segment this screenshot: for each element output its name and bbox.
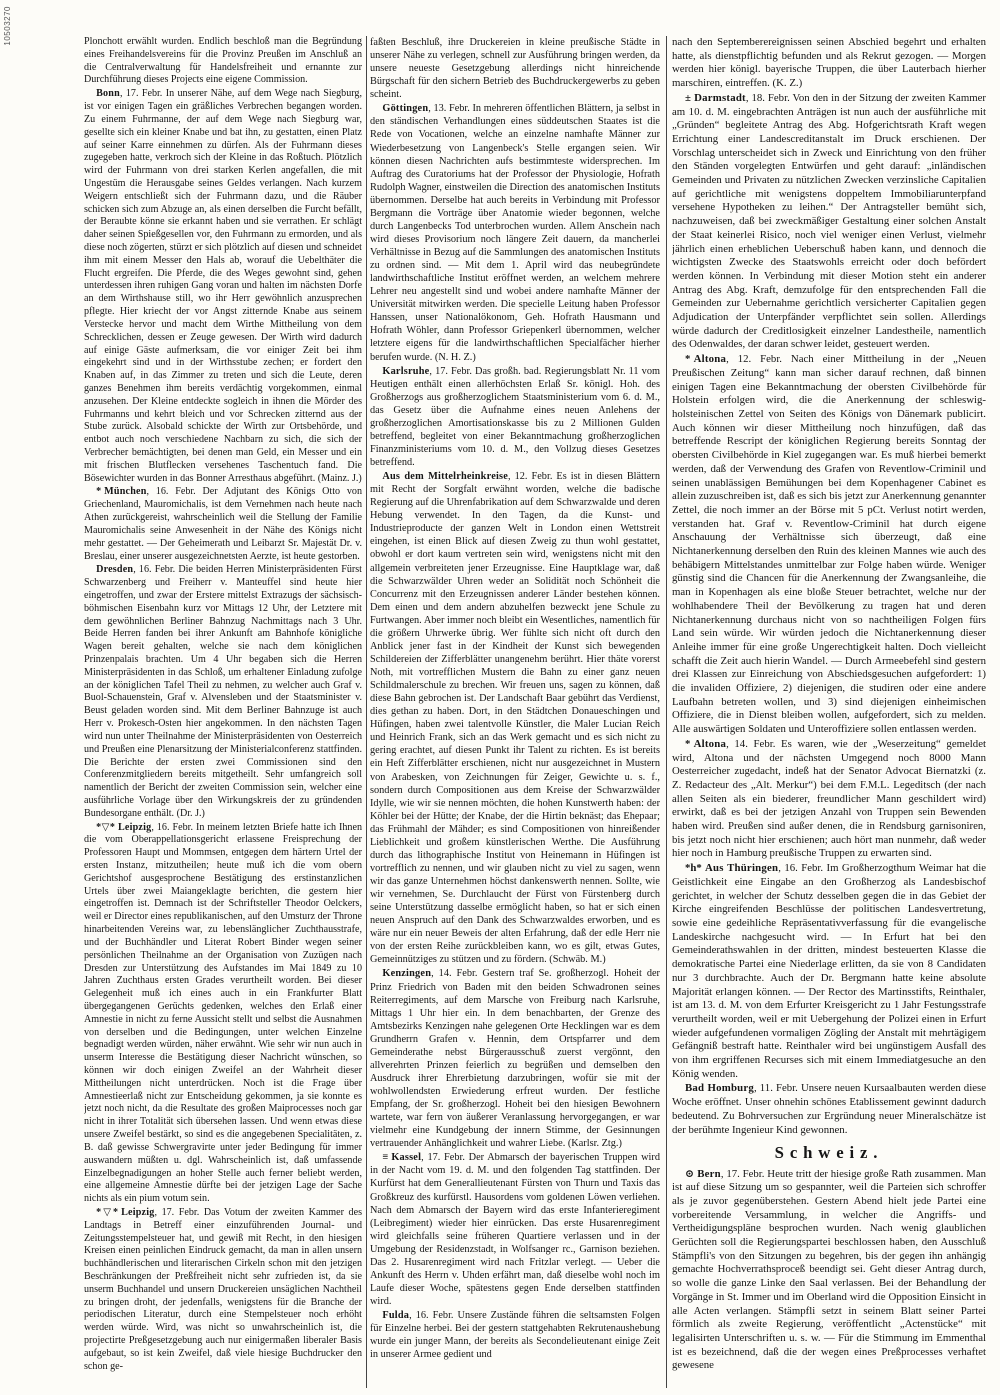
article-leipzig-17 — [84, 1207, 362, 1374]
article-mark: ± — [684, 91, 691, 104]
article-leipzig-16 — [84, 822, 362, 1206]
article-bonn — [84, 88, 362, 485]
article-altona-12 — [672, 353, 986, 737]
article-text: nach den Septemberereignissen seinen Abschied begehrt und erhalten hatte, als dienstpflichtig befunden und als Rekrut gezogen. — Morgen werden hier königl. bayerische Truppen, die über Lauterbach hierher marschiren, eintreffen. (K. Z.) — [672, 36, 986, 90]
article-dateline: Bonn — [96, 88, 120, 100]
article-text: , 18. Febr. Von den in der Sitzung der zweiten Kammer am 10. d. M. eingebrachten Anträgen ist nun auch der ausführliche mit „Gründen“ begleitete Antrag des Abg. Hofgerichtsrath Kraft wegen Errichtung einer Landescreditanstalt im Druck erschienen. Der Vorschlag unterscheidet sich in Zweck und Einrichtung von den früher den Ständen vorgelegten Entwürfen und geht darauf: „inländischen Gemeinden und Privaten zu nützlichen Zwecken verzinsliche Capitalien auf gerichtliche mit wenigstens doppeltem Immobiliarunterpfand versehene Hypotheken zu leihen.“ Der Antragsteller bemüht sich, nachzuweisen, daß bei zweckmäßiger Gestaltung einer solchen Anstalt der Staat keinerlei Risico, noch viel weniger einen Verlust, vielmehr jährlich einen erheblichen Ueberschuß haben kann, und dennoch die wichtigsten Zwecke des Staatswohls erreicht oder doch befördert werden können. In Verbindung mit dieser Motion steht ein anderer Antrag des Abg. Kraft, demzufolge für den entsprechenden Fall die Gemeinden zur Uebernahme gerichtlich versicherter Capitalien gegen Adjudication der Unterpfänder verpflichtet sein sollen. Allerdings würde dadurch der Creditlosigkeit einzelner Landestheile, namentlich des Odenwaldes, der daran schwer leidet, gesteuert werden. — [672, 91, 986, 351]
article-dresden — [84, 564, 362, 820]
article-dateline: Göttingen — [382, 103, 429, 115]
article-mark: *▽* — [96, 821, 115, 833]
article-mark: * — [96, 486, 102, 498]
article-dateline: Altona — [693, 353, 727, 366]
article-altona-14 — [672, 738, 986, 861]
article-dateline: Bad Homburg — [684, 1082, 755, 1095]
article-bad-homburg — [672, 1082, 986, 1137]
article-mark: * — [684, 737, 691, 750]
article-fulda — [370, 1309, 660, 1361]
article-kassel — [370, 1151, 660, 1308]
article-continuation — [672, 36, 986, 91]
article-text: , 11. Febr. Unsere neuen Kursaalbauten werden diese Woche eröffnet. Unser ohnehin schönes Etablissement gewinnt dadurch bedeutend. Zu Bohrversuchen zur Ergründung neuer Mineralschätze ist der berühmte Ingenieur Kind gewonnen. — [672, 1082, 986, 1136]
article-continuation — [370, 36, 660, 101]
article-thueringen — [672, 862, 986, 1081]
article-continuation — [84, 36, 362, 87]
column-1 — [84, 36, 362, 1388]
article-dateline: Leipzig — [117, 821, 152, 833]
article-dateline: Karlsruhe — [382, 365, 430, 377]
article-dateline: Leipzig — [121, 1206, 155, 1218]
article-text: , 16. Febr. In meinem letzten Briefe hatte ich Ihnen die vom Oberappellationsgericht erlassene Freisprechung der Professoren Haupt und Mommsen, entgegen dem härtern Urtel der ersten Instanz, mitzutheilen; heute muß ich die vom obern Gerichtshof ausgesprochene Bestätigung des erstinstanzlichen Urtels über zwei Maiangeklagte berichten, die gestern hier eingetroffen ist. Demnach ist der Schriftsteller Theodor Oelckers, weil er Director eines republikanischen, auf den Umsturz der Throne hinarbeitenden Vereins war, zu lebenslänglicher Zuchthausstrafe, und der Buchhändler und Literat Robert Binder wegen seiner persönlichen Theilnahme an der Organisation von Zuzügen nach Dresden zur Unterstützung des Aufstandes im Mai 1849 zu 10 Jahren Zuchthaus ersten Grades verurtheilt worden. Bei dieser Gelegenheit muß ich eines auch in ein Frankfurter Blatt übergegangenen Gerüchts gedenken, welches den Erlaß einer Amnestie in nicht zu ferne Aussicht stellt und selbst die Ausnahmen von derselben und die Bedingungen, unter welchen Einzelne begnadigt werden würden, näher erwähnt. Wie sehr wir nun auch in unserm Interesse die Bestätigung dieser Nachricht wünschen, so können wir doch einigen Zweifel an der Wahrheit dieser Mittheilungen nicht unterdrücken. Noch ist die Frage über Amnestieerlaß nicht zur Entscheidung gekommen, ja sie konnte es jetzt noch nicht, da die Resultate des großen Maiprocesses noch gar nicht in ihrer Totalität sich übersehen lassen. Und wenn etwas diese unsere Zweifel bestärkt, so sind es die angegebenen Specialitäten, z. B. daß gewisse Schwergravirte unter jeder Bedingung für immer auswandern müßten u. dgl. Wahrscheinlich ist, daß umfassende Einzelbegnadigungen an hoher Stelle auch ferner beliebt werden, eine allgemeine Amnestie dürfte bei der jetzigen Lage der Sache nichts als ein pium votum sein. — [84, 821, 362, 1205]
section-heading-schweiz: Schweiz. — [774, 1143, 884, 1163]
article-text: , 17. Febr. Der Abmarsch der bayerischen Truppen wird in der Nacht vom 19. d. M. und den folgenden Tag stattfinden. Der Kurfürst hat dem Generallieutenant Fürsten von Thurn und Taxis das Großkreuz des kurfürstl. Hausordens vom goldenen Löwen verliehen. Nach dem Abmarsch der Bayern wird das erste Infanterieregiment (Leibregiment) wieder hier einrücken. Das erste Husarenregiment wird gleichfalls seine früheren Quartiere verlassen und in der Umgebung der Residenzstadt, in Wolfsanger rc., Garnison beziehen. Das 2. Husarenregiment wird nach Fritzlar verlegt. — Ueber die Ankunft des Herrn v. Uhden erfährt man, daß dieselbe wohl noch im Laufe dieser Woche, spätestens gegen Ende derselben stattfinden wird. — [370, 1152, 660, 1307]
article-dateline: Bern — [697, 1167, 721, 1180]
article-dateline: Dresden — [96, 564, 134, 576]
article-text: , 12. Febr. Nach einer Mittheilung in der „Neuen Preußischen Zeitung“ kann man sicher darauf rechnen, daß binnen einigen Tagen eine Bekanntmachung der obersten Civilbehörde für Holstein erfolgen wird, die die Anerkennung der schleswig-holsteinischen Zettel von Seiten des Königs von Dänemark publicirt. Auch können wir dieser Mittheilung noch hinzufügen, daß das betreffende Rescript der königlichen Regierung bereits Sonntag der obersten Civilbehörde in Kiel zugegangen war. Es muß hierbei bemerkt werden, daß der Verwendung des Grafen von Reventlow-Criminil und seinen unablässigen Bemühungen bei dem Kopenhagener Cabinet es allein zuzuschreiben ist, daß es sich bis jetzt zur Anerkennung genannter Zettel, die noch immer an der Börse mit 5 pCt. Verlust notirt werden, verstanden hat. Graf v. Reventlow-Criminil hat durch eigene Anschauung der Verhältnisse sich überzeugt, daß eine Nichtanerkennung derselben den Ruin des kleinen Mannes wie auch des behäbigern Mittelstandes unmittelbar zur Folge haben würde. Weniger günstig sind die Chancen für die Anerkennung der Zwangsanleihe, die man in Kopenhagen als eine bloße Steuer betrachtet, welche nur der wohlhabendere Theil der Bevölkerung zu tragen hat und deren Nichtanerkennung durchaus nicht von so nachtheiligen Folgen fürs Land sein würde. Wir würden jedoch die Nichtanerkennung dieser Anleihe immer für eine große Ungerechtigkeit halten. Doch vielleicht schafft die Zeit auch hierin Wandel. — Durch Armeebefehl sind gestern drei Klassen zur Einreichung von Abschiedsgesuchen aufgefordert: 1) die invaliden Offiziere, 2) diejenigen, die studiren oder eine andere Laufbahn betreten wollen, und 3) sind diejenigen einheimischen Offiziere, die in Dienst bleiben wollen, aufgefordert, sich zu melden. Alle auswärtigen Soldaten und Unteroffiziere sollen entlassen werden. — [672, 353, 986, 736]
article-text: faßten Beschluß, ihre Druckereien in kleine preußische Städte in unserer Nähe zu verlegen, schnell zur Ausführung bringen werden, da unsere neueste Gesetzgebung allerdings nicht hinreichende Bürgschaft für den sichern Betrieb des Buchdruckergewerbs zu geben scheint. — [370, 37, 660, 101]
article-text: , 17. Febr. Heute tritt der hiesige große Rath zusammen. Man ist auf diese Sitzung um so gespannter, weil die Parteien sich schroffer als je zuvor gegenüberstehen. Gestern Abend hielt jede Partei eine vorbereitende Versammlung, in welcher die Angriffs- und Vertheidigungspläne besprochen wurden. Nach wenig glaublichen Gerüchten soll die Regierungspartei beschlossen haben, den Ausschluß Stämpfli's von den Sitzungen zu begehren, bis der gegen ihn anhängig gemachte Hochverrathsproceß beendigt sei. Geht dieser Antrag durch, so wolle die ganze Linke den Saal verlassen. Bei der Behandlung der Vorgänge in St. Immer und im Oberland wird die Opposition Einsicht in alle Acten verlangen. Stämpfli setzt in seinem Blatt seiner Partei förmlich als zweite Regierung, veröffentlicht „Actenstücke“ mit legalisirten Unterschriften u. s. w. — Für die Stimmung im Emmenthal ist es bezeichnend, daß die der wegen eines Preßprocesses verhaftet gewesene — [672, 1167, 986, 1372]
article-text: , 17. Febr. In unserer Nähe, auf dem Wege nach Siegburg, ist vor einigen Tagen ein gräßliches Verbrechen begangen worden. Zu einem Fuhrmanne, der auf dem Wege nach Siegburg war, gesellte sich ein kleiner Knabe und bat ihn, zu gestatten, einen Platz auf seiner Karre einnehmen zu dürfen. Als der Fuhrmann dieses zugegeben hatte, verkroch sich der Kleine in das Roßtuch. Plötzlich wird der Fuhrmann von drei starken Kerlen angefallen, die mit Ungestüm die Herausgabe seines Geldes verlangen. Nach kurzem Weigern entschließt sich der Fuhrmann dazu, und die Räuber schicken sich zum Abzuge an, als einen derselben die Furcht befällt, der Beraubte könne sie erkannt haben und sie verrathen. Er schlägt daher seinen Spießgesellen vor, den Fuhrmann zu ermorden, und als diese noch zögerten, stürzt er sich plötzlich auf diesen und schneidet ihm mit einem Messer den Hals ab, worauf die Uebelthäter die Flucht ergreifen. Die Pferde, die des Weges gewohnt sind, gehen unterdessen ihren ruhigen Gang voran und halten im nächsten Dorfe an dem Wirthshause still, wo ihr Herr gewöhnlich anzusprechen pflegte. Hier kriecht der vor Angst zitternde Knabe aus seinem Verstecke hervor und macht dem Wirthe Mittheilung von dem Schrecklichen, dessen er Zeuge gewesen. Der Wirth wird dadurch auf einige Gäste aufmerksam, die vor einiger Zeit bei ihm eingekehrt sind und in der Wirthsstube zechen; er fordert den Knaben auf, in das Zimmer zu treten und sich die Leute, deren ganzes Benehmen ihm bereits verdächtig vorgekommen, einmal anzusehen. Der Kleine entdeckte sogleich in ihnen die Mörder des Fuhrmanns und kehrt bleich und vor Schrecken zitternd aus der Stube zurück. Alsobald schickte der Wirth zur Ortsbehörde, und entbot auch noch verschiedene Nachbarn zu sich, die sich der Verbrecher bemächtigten, bei denen man Geld, ein Messer und ein mit frischen Blutflecken versehenes Taschentuch fand. Die Bösewichter wurden in das Bonner Arresthaus abgeführt. (Mainz. J.) — [84, 88, 362, 484]
article-mark: ≡ — [382, 1152, 389, 1164]
article-mittelrheinkreis — [370, 470, 660, 966]
article-bern — [672, 1168, 986, 1374]
article-text: , 14. Febr. Es waren, wie der „Weserzeitung“ gemeldet wird, Altona und der nächsten Umgegend noch 8000 Mann Oesterreicher zugedacht, indeß hat der Senator Advocat Biernatzki (z. Z. Redacteur des „Alt. Merkur“) bei dem F.M.L. Legeditsch (der nach allen Seiten als ein biederer, freundlicher Mann geschildert wird) erwirkt, daß es bei der jetzigen Anzahl von Truppen sein Bewenden haben wird. Preußen sind außer denen, die in Rendsburg garnisoniren, bis jetzt noch nicht hier erschienen; auch hört man nunmehr, daß weder hier noch in Hamburg preußische Truppen zu erwarten sind. — [672, 737, 986, 860]
article-mark: *h* — [684, 862, 702, 875]
article-text: , 16. Febr. Unsere Zustände führen die seltsamsten Folgen für Einzelne herbei. Bei der gestern stattgehabten Rekrutenaushebung wurde ein junger Mann, der bereits als Secondelieutenant einige Zeit in unserer Armee gedient und — [370, 1310, 660, 1361]
article-dateline: München — [104, 486, 147, 498]
article-text: , 16. Febr. Der Adjutant des Königs Otto von Griechenland, Mauromichalis, ist dem Vernehmen nach heute nach Athen zurückgereist, wahrscheinlich weil die Stellung der Familie Mauromichalis seine Anwesenheit in der Nähe des Königs nicht mehr gestattet. — Der Geheimerath und Leibarzt Sr. Majestät Dr. v. Breslau, einer unserer ausgezeichnetsten Aerzte, ist heute gestorben. — [84, 486, 362, 562]
article-text: , 16. Febr. Die beiden Herren Ministerpräsidenten Fürst Schwarzenberg und Freiherr v. Manteuffel sind heute hier eingetroffen, und zwar der Erstere mittelst Extrazugs der sächsisch-böhmischen Eisenbahn kurz vor Mittags 12 Uhr, der Letztere mit dem gewöhnlichen Berliner Bahnzug Nachmittags nach 3 Uhr. Beide Herren fanden bei ihrer Ankunft am Bahnhofe königliche Wagen bereit gehalten, welche sie nach dem königlichen Prinzenpalais brachten. Um 4 Uhr begaben sich die Herren Ministerpräsidenten in das Schloß, um erhaltener Einladung zufolge an der königlichen Tafel Theil zu nehmen, zu welcher auch Graf v. Buol-Schauenstein, Graf v. Alvensleben und der Staatsminister v. Beust geladen worden sind. Mit dem Berliner Bahnzuge ist auch Herr v. Prokesch-Osten hier angekommen. In den nächsten Tagen wird nun unter Theilnahme der Ministerpräsidenten von Oesterreich und Preußen eine Plenarsitzung der Ministerialconferenz stattfinden. Die Berichte der ersten zwei Commissionen sind den Conferenzmitgliedern bereits mitgetheilt. Sehr umfangreich soll namentlich der Bericht der zweiten Commission sein, welcher eine ausführliche Vorlage über den Wirkungskreis der zu gründenden Bundesorgane enthält. (Dr. J.) — [84, 564, 362, 819]
article-dateline: Aus Thüringen — [705, 862, 779, 875]
article-muenchen — [84, 486, 362, 563]
article-goettingen — [370, 102, 660, 363]
article-text: , 13. Febr. In mehreren öffentlichen Blättern, ja selbst in den ständischen Verhandlungen eines süddeutschen Staates ist die Rede von Vocationen, welche an einzelne namhafte Männer zur Wiederbesetzung von Langenbeck's Stelle ergangen seien. Wir können diesen Nachrichten aufs bestimmteste widersprechen. Im Auftrag des Curatoriums hat der Professor der Physiologie, Hofrath Rudolph Wagner, einstweilen die Direction des anatomischen Instituts übernommen. Derselbe hat auch bereits in Verbindung mit Professor Bergmann die Vorträge über Anatomie wieder begonnen, welche durch Langenbecks Tod unterbrochen wurden. Allem Anschein nach wird dieses Provisorium noch längere Zeit dauern, da mancherlei Verhältnisse in Bezug auf die Sammlungen des anatomischen Instituts zu ordnen sind. — Mit dem 1. April wird das neubegründete landwirthschaftliche Institut eröffnet werden, an welchem mehrere Lehrer neu angestellt sind und wobei andere namhafte Männer der Universität mitwirken werden. Die specielle Leitung haben Professor Hanssen, unser Nationalökonom, Geh. Hofrath Hausmann und Hofrath Wöhler, dann Professor Griepenkerl übernommen, welcher letztere eigens für die landwirthschaftlichen Specialfächer hierher berufen wurde. (N. H. Z.) — [370, 103, 660, 363]
article-text: , 17. Febr. Das Votum der zweiten Kammer des Landtags in Betreff einer einzuführenden Journal- und Zeitungsstempelsteuer hat, und gewiß mit Recht, in den hiesigen Kreisen einen peinlichen Eindruck gemacht, da man in allen unsern buchhändlerischen und literarischen Cirkeln schon mit den jetzigen Beschränkungen der Preßfreiheit nicht sehr zufrieden ist, da sie unserm Buchhandel und unsern Druckereien unsäglichen Nachtheil zu bringen droht, der jedenfalls, wenigstens für die Branche der periodischen Literatur, durch eine Stempelsteuer noch erhöht werden würde. Wird, was nicht so unwahrscheinlich ist, die projectirte Preßgesetzgebung auch nur einigermaßen liberaler Basis aufgebaut, so ist kein Zweifel, daß viele hiesige Buchdrucker den schon ge- — [84, 1206, 362, 1372]
article-text: Plonchott erwählt wurden. Endlich beschloß man die Begründung eines Freihandelsvereins für die Provinz Preußen im Anschluß an die Centralverwaltung für Handelsfreiheit und ernannte zur Durchführung dieses Projects eine eigene Commission. — [84, 36, 362, 86]
column-2 — [370, 36, 660, 1388]
article-kenzingen — [370, 967, 660, 1150]
article-dateline: Fulda — [382, 1310, 410, 1322]
article-text: , 16. Febr. Im Großherzogthum Weimar hat die Geistlichkeit eine Eingabe an den Großherzog als Landesbischof gerichtet, in welcher der Schutz desselben gegen die in das Gebiet der Kirche eingreifenden Beschlüsse der politischen Landesvertretung, sowie eine gedeihliche Repräsentativverfassung für die evangelische Landeskirche nachgesucht wird. — In Erfurt hat bei den Gemeinderathswahlen in der dritten, mindest besteuerten Klasse die demokratische Partei eine Niederlage erlitten, da sie von 8 Candidaten nur 3 durchbrachte. Auch der Dr. Bergmann hatte keine absolute Majorität erlangen können. — Der Rector des Martinsstifts, Reinthaler, ist am 13. d. M. von dem Erfurter Kreisgericht zu 1 Jahr Festungsstrafe verurtheilt worden, weil er mit Uebergehung der Polizei einen in Erfurt wieder aufgefundenen vormaligen Zögling der Anstalt mit mehrtägigem Gefängniß bestraft hatte. Reinthaler wird bei ungünstigem Ausfall des von ihm ergriffenen Recurses sich mit einem Immediatgesuche an den König wenden. — [672, 862, 986, 1080]
column-3 — [672, 36, 986, 1388]
article-dateline: Aus dem Mittelrheinkreise — [382, 471, 509, 483]
article-darmstadt — [672, 92, 986, 352]
article-text: , 12. Febr. Es ist in diesen Blättern mit Recht der Sorgfalt erwähnt worden, welche die badische Regierung auf die Uhrenfabrikation auf dem Schwarzwalde und deren Hebung verwendet. In den Tagen, da die Kunst- und Industrieproducte der ganzen Welt in London einen Wettstreit eingehen, ist einen Blick auf diesen Zweig zu thun wohl gestattet, obwohl er dort kaum vertreten sein wird, wenigstens nicht mit den allgemein verbreiteten jener Erzeugnisse. Eine Hauptklage war, daß die Schwarzwälder Uhren weder an Solidität noch Schönheit die Concurrenz mit den Erzeugnissen anderer Länder bestehen können. Dem einen und dem andern abzuhelfen bezweckt jene Schule zu Furtwangen. Aber immer noch bleibt ein Wesentliches, namentlich für die größern Uhrwerke übrig. Wer fühlte sich nicht oft durch den Anblick jener fast in der Kindheit der Kunst sich bewegenden Schildereien der Zifferblätter unangenehm berührt. Hier thäte vorerst Noth, mit vortrefflichen Mustern die Bahn zu einer ganz neuen Schildmalerschule zu brechen. Wir freuen uns, sagen zu können, daß diese Bahn gebrochen ist. Der Landschaft Baar gebührt das Verdienst, dies gethan zu haben. Dort, in den Städtchen Donaueschingen und Hüfingen, haben zwei talentvolle Künstler, die Maler Lucian Reich und Heinrich Frank, sich an das Werk gemacht und es sich nicht zu gering erachtet, auf diesen Punkt ihr Talent zu richten. Es ist bereits ein Heft Zifferblätter erschienen, nicht nur ausgezeichnet in Mustern von Arabesken, von Zeichnungen für Zeiger, Gewichte u. s. f., sondern durch Compositionen aus dem Kreise der Schwarzwälder Idylle, wie wir sie nennen möchten, die hohen Kunstwerth haben: der Köhler bei der Hütte; der Knabe, der die Hirtin beknäst; das Ehepaar; das Frühmahl der Mähder; es sind Compositionen von hinreißender Lieblichkeit und großem künstlerischen Werthe. Die Ausführung durch das lithographische Institut von Heinemann in Hüfingen ist vortrefflich zu nennen, und wir glauben nicht zu viel zu sagen, wenn wir das ganze Unternehmen höchst dankenswerth nennen. Sollte, wie wir vernehmen, Se. Durchlaucht der Fürst von Fürstenberg durch seine Unterstützung dasselbe ermöglicht haben, so hat er sich einen neuen Anspruch auf den Dank des Schwarzwaldes erworben, und es wäre nur ein neuer Beweis der alten Erfahrung, daß der edle Herr nie von der ersten Reihe zurückbleiben kann, wo es gilt, etwas Gutes, Gemeinnütziges zu stützen und zu fördern. (Schwäb. M.) — [370, 471, 660, 966]
article-mark: *▽* — [96, 1206, 119, 1218]
article-text: , 17. Febr. Das großh. bad. Regierungsblatt Nr. 11 vom Heutigen enthält einen allerhöchsten Erlaß Sr. königl. Hoh. des Großherzogs aus großherzoglichem Staatsministerium vom 6. d. M., das Gesetz über die Aufnahme eines neuen Anlehens der großherzoglichen Amortisationskasse bis zu 2 Millionen Gulden betreffend, begleitet von einer Bekanntmachung großherzoglichen Finanzministeriums vom 10. d. M., den Vollzug dieses Gesetzes betreffend. — [370, 365, 660, 468]
column-rule — [666, 36, 667, 1388]
column-rule — [366, 36, 367, 1388]
article-dateline: Kassel — [391, 1152, 422, 1164]
article-dateline: Altona — [693, 737, 727, 750]
article-dateline: Kenzingen — [382, 968, 432, 980]
article-dateline: Darmstadt — [694, 91, 746, 104]
article-mark: ⊙ — [684, 1167, 694, 1180]
article-text: , 14. Febr. Gestern traf Se. großherzogl. Hoheit der Prinz Friedrich von Baden mit den beiden Schwadronen seines Reiterregiments, auf dem Marsche von Freiburg nach Karlsruhe, Mittags 1 Uhr hier ein. In dem benachbarten, der Grenze des Amtsbezirks Kenzingen nahe gelegenen Orte Hecklingen war es dem Grundherrn Grafen v. Hennin, dem Ortspfarrer und dem Gemeinderathe nebst Bürgerausschuß zuerst vergönnt, den allverehrten Prinzen feierlich zu begrüßen und demselben den Ausdruck ihrer Ehrerbietung darzubringen, wofür sie mit der wohlwollendsten Erwiederung erfreut wurden. Der festliche Empfang, der Sr. großherzogl. Hoheit bei den hiesigen Bewohnern wartete, war fern von äußerer Veranlassung hervorgegangen, er war vielmehr eine Kundgebung der innern Stimme, der Gesinnungen vertrauender Anhänglichkeit und wahrer Liebe. (Karlsr. Ztg.) — [370, 968, 660, 1150]
article-karlsruhe — [370, 365, 660, 470]
article-mark: * — [684, 353, 691, 366]
archive-stamp: 10503270 — [3, 6, 12, 46]
